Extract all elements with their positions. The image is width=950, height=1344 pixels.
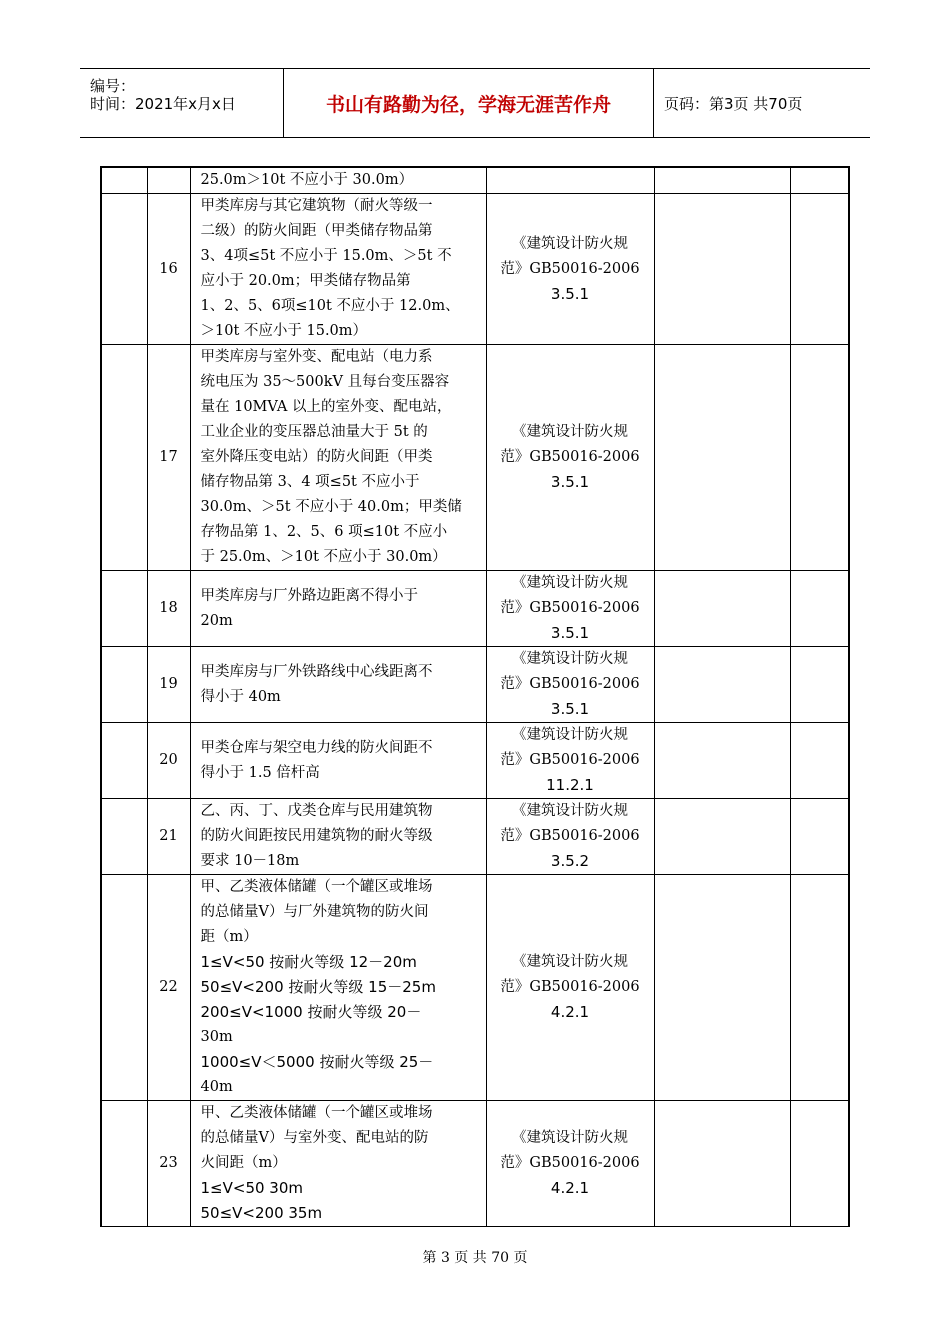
requirement-line: 得小于 1.5 倍杆高	[200, 764, 320, 781]
reference-line: 范》GB50016-2006	[500, 828, 640, 844]
requirement-text	[190, 723, 486, 799]
requirement-line: 1000≤V＜5000 按耐火等级 25－	[200, 1053, 434, 1071]
requirement-line: 工业企业的变压器总油量大于 5t 的	[200, 424, 428, 440]
requirement-line: 火间距（m）	[200, 1155, 287, 1171]
header-meta	[80, 69, 283, 137]
item-number: 21	[147, 799, 190, 875]
reference-line: 3.5.1	[550, 473, 590, 491]
requirement-line: 二级）的防火间距（甲类储存物品第	[200, 223, 433, 239]
table-row	[101, 571, 849, 647]
reference-cell	[486, 194, 654, 345]
page-header	[80, 68, 870, 138]
check-result-cell	[654, 345, 790, 571]
reference-cell	[486, 1101, 654, 1227]
table-row	[101, 799, 849, 875]
requirement-text	[190, 571, 486, 647]
category-cell	[101, 194, 147, 345]
requirement-line: 50≤V<200 按耐火等级 15－25m	[200, 978, 436, 996]
reference-line: 《建筑设计防火规	[512, 651, 628, 667]
item-number: 22	[147, 875, 190, 1101]
requirement-line: 的防火间距按民用建筑物的耐火等级	[200, 828, 433, 844]
requirement-line: 200≤V<1000 按耐火等级 20－	[200, 1003, 422, 1021]
requirement-line: 的总储量V）与室外变、配电站的防	[200, 1130, 429, 1146]
check-result-cell	[654, 194, 790, 345]
item-number: 20	[147, 723, 190, 799]
requirement-line: 得小于 40m	[200, 688, 281, 705]
requirement-text	[190, 647, 486, 723]
requirement-line: 30.0m、＞5t 不应小于 40.0m；甲类储	[200, 499, 462, 515]
check-result-cell	[654, 647, 790, 723]
requirement-line: 甲类库房与厂外铁路线中心线距离不	[200, 663, 433, 680]
reference-line: 范》GB50016-2006	[500, 449, 640, 465]
requirement-line: 甲、乙类液体储罐（一个罐区或堆场	[200, 879, 433, 895]
reference-line: 范》GB50016-2006	[500, 1155, 640, 1171]
category-cell	[101, 167, 147, 194]
requirement-text	[190, 799, 486, 875]
requirement-line: 甲类库房与其它建筑物（耐火等级一	[200, 198, 433, 214]
requirement-line: 50≤V<200 35m	[200, 1204, 323, 1222]
reference-line: 《建筑设计防火规	[512, 1130, 628, 1146]
remark-cell	[790, 345, 849, 571]
item-number: 16	[147, 194, 190, 345]
reference-line: 《建筑设计防火规	[512, 424, 628, 440]
header-page-cell	[654, 69, 870, 137]
check-result-cell	[654, 167, 790, 194]
check-result-cell	[654, 571, 790, 647]
check-result-cell	[654, 799, 790, 875]
item-number	[147, 167, 190, 194]
category-cell	[101, 345, 147, 571]
requirement-line: 40m	[200, 1079, 233, 1095]
requirement-text	[190, 167, 486, 194]
requirement-line: 室外降压变电站）的防火间距（甲类	[200, 449, 433, 465]
reference-line: 3.5.1	[550, 624, 590, 642]
requirement-line: 甲类库房与厂外路边距离不得小于	[200, 587, 418, 604]
requirement-line: 3、4项≤5t 不应小于 15.0m、＞5t 不	[200, 248, 452, 264]
check-result-cell	[654, 1101, 790, 1227]
requirement-line: 量在 10MVA 以上的室外变、配电站，	[200, 399, 452, 415]
header-motto-cell	[283, 69, 654, 137]
item-number: 19	[147, 647, 190, 723]
reference-line: 范》GB50016-2006	[500, 600, 640, 616]
table-row	[101, 647, 849, 723]
requirement-line: 1、2、5、6项≤10t 不应小于 12.0m、	[200, 298, 460, 314]
reference-line: 4.2.1	[550, 1003, 590, 1021]
requirement-line: 距（m）	[200, 929, 258, 945]
regulation-table	[100, 166, 850, 1227]
requirement-text	[190, 194, 486, 345]
table-row	[101, 875, 849, 1101]
requirement-line: 应小于 20.0m；甲类储存物品第	[200, 273, 411, 289]
requirement-line: 1≤V<50 30m	[200, 1179, 303, 1197]
table-row	[101, 194, 849, 345]
motto-text: 书山有路勤为径，学海无涯苦作舟	[325, 93, 611, 116]
reference-cell	[486, 167, 654, 194]
requirement-text	[190, 1101, 486, 1227]
reference-cell	[486, 647, 654, 723]
remark-cell	[790, 647, 849, 723]
item-number: 23	[147, 1101, 190, 1227]
page-code: 页码：第3页 共70页	[664, 94, 803, 113]
remark-cell	[790, 875, 849, 1101]
reference-line: 范》GB50016-2006	[500, 676, 640, 692]
reference-line: 《建筑设计防火规	[512, 803, 628, 819]
reference-cell	[486, 799, 654, 875]
requirement-text	[190, 875, 486, 1101]
remark-cell	[790, 723, 849, 799]
reference-line: 3.5.2	[550, 852, 590, 870]
reference-line: 《建筑设计防火规	[512, 727, 628, 743]
reference-line: 11.2.1	[546, 776, 594, 794]
reference-line: 范》GB50016-2006	[500, 979, 640, 995]
reference-line: 《建筑设计防火规	[512, 954, 628, 970]
page-footer: 第 3 页 共 70 页	[422, 1250, 528, 1266]
reference-line: 3.5.1	[550, 700, 590, 718]
category-cell	[101, 571, 147, 647]
reference-line: 范》GB50016-2006	[500, 260, 640, 277]
reference-line: 4.2.1	[550, 1179, 590, 1197]
requirement-line: 要求 10－18m	[200, 853, 300, 869]
reference-line: 3.5.1	[550, 284, 590, 303]
check-result-cell	[654, 875, 790, 1101]
reference-cell	[486, 345, 654, 571]
reference-line: 范》GB50016-2006	[500, 752, 640, 768]
requirement-line: 乙、丙、丁、戊类仓库与民用建筑物	[200, 803, 433, 819]
reference-line: 《建筑设计防火规	[512, 575, 628, 591]
requirement-line: 20m	[200, 612, 233, 629]
item-number: 17	[147, 345, 190, 571]
reference-cell	[486, 875, 654, 1101]
category-cell	[101, 723, 147, 799]
table-row	[101, 167, 849, 194]
item-number: 18	[147, 571, 190, 647]
reference-line: 《建筑设计防火规	[512, 235, 628, 252]
requirement-text	[190, 345, 486, 571]
requirement-line: 存物品第 1、2、5、6 项≤10t 不应小	[200, 524, 448, 540]
requirement-line: 甲类仓库与架空电力线的防火间距不	[200, 739, 433, 756]
remark-cell	[790, 1101, 849, 1227]
remark-cell	[790, 167, 849, 194]
doc-code-label: 编号：	[90, 77, 136, 95]
requirement-line: 25.0m＞10t 不应小于 30.0m）	[200, 172, 414, 188]
reference-cell	[486, 723, 654, 799]
requirement-line: 30m	[200, 1029, 233, 1045]
requirement-line: 甲类库房与室外变、配电站（电力系	[200, 349, 433, 365]
category-cell	[101, 647, 147, 723]
remark-cell	[790, 194, 849, 345]
remark-cell	[790, 571, 849, 647]
check-result-cell	[654, 723, 790, 799]
requirement-line: 于 25.0m、＞10t 不应小于 30.0m）	[200, 549, 447, 565]
category-cell	[101, 1101, 147, 1227]
requirement-line: 甲、乙类液体储罐（一个罐区或堆场	[200, 1105, 433, 1121]
table-row	[101, 723, 849, 799]
remark-cell	[790, 799, 849, 875]
category-cell	[101, 875, 147, 1101]
requirement-line: 1≤V<50 按耐火等级 12－20m	[200, 953, 417, 971]
table-row	[101, 1101, 849, 1227]
reference-cell	[486, 571, 654, 647]
requirement-line: ＞10t 不应小于 15.0m）	[200, 323, 368, 339]
requirement-line: 统电压为 35～500kV 且每台变压器容	[200, 374, 450, 390]
doc-time-label: 时间：2021年x月x日	[90, 95, 236, 113]
requirement-line: 的总储量V）与厂外建筑物的防火间	[200, 904, 429, 920]
table-row	[101, 345, 849, 571]
category-cell	[101, 799, 147, 875]
requirement-line: 储存物品第 3、4 项≤5t 不应小于	[200, 474, 420, 490]
